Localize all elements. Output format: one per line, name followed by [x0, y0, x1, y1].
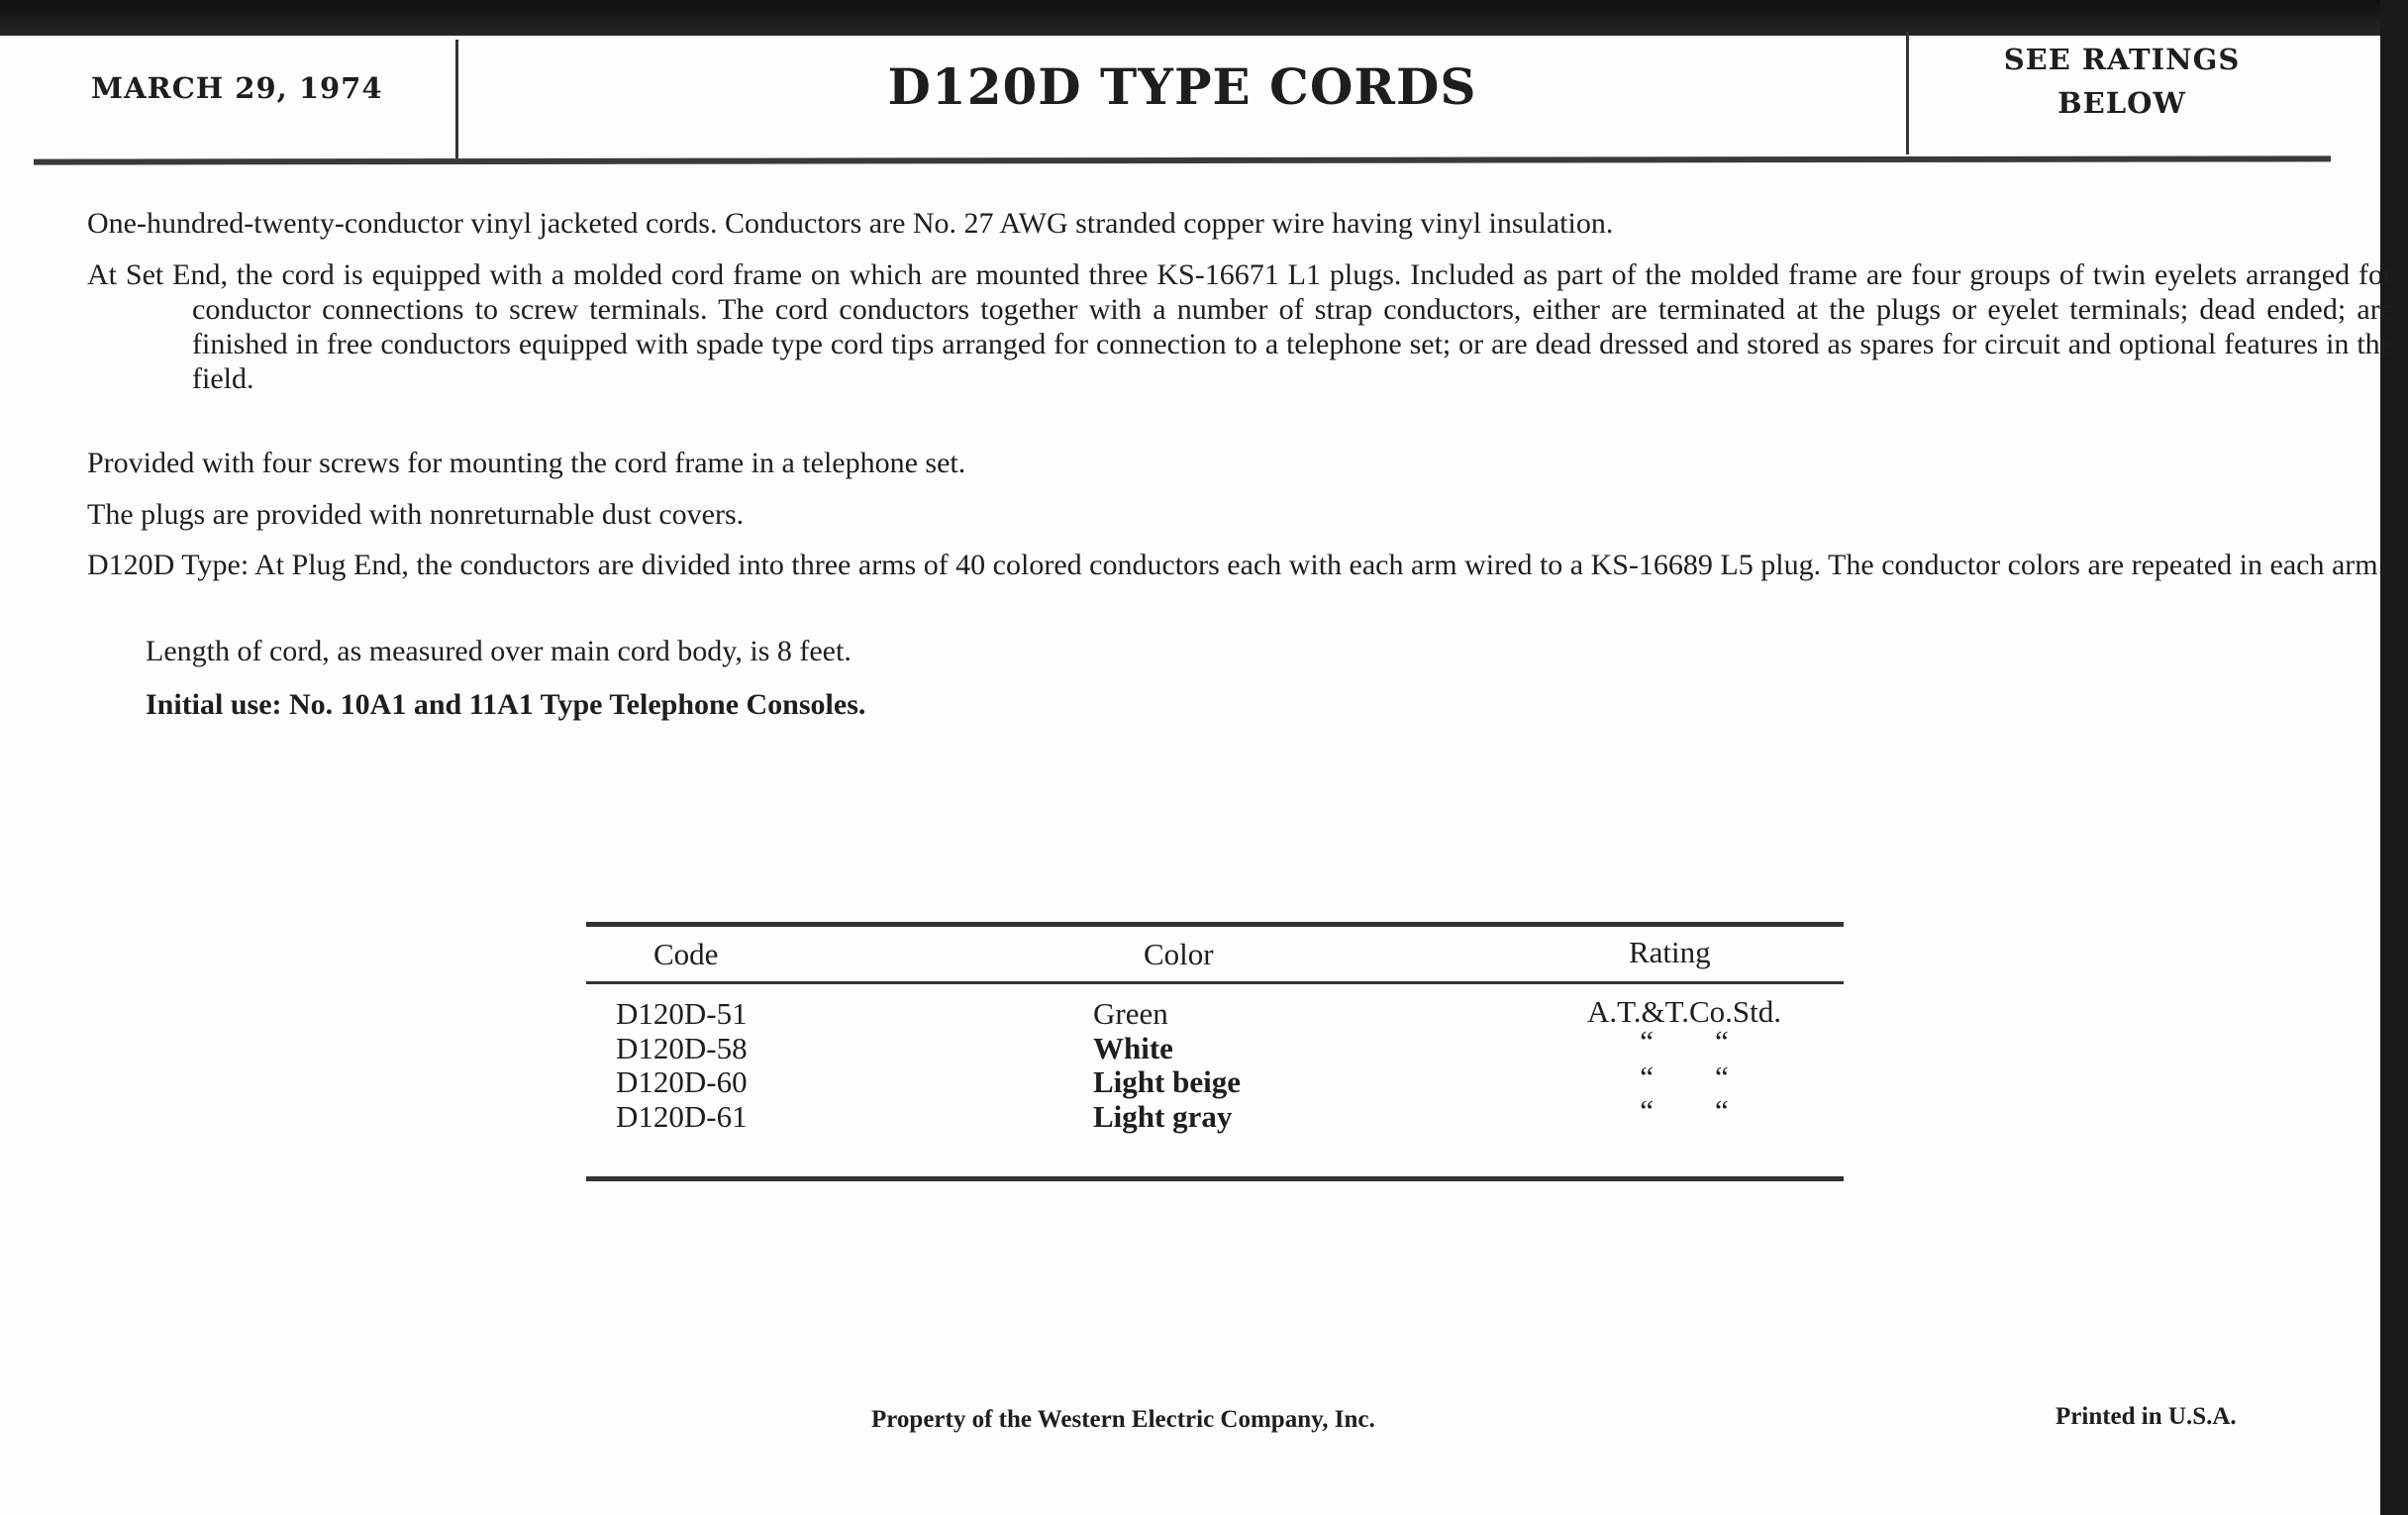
paragraph-plug-end: D120D Type: At Plug End, the conductors are divided into three arms of 40 colored conductors each with each arm wired to a KS-16689 L5 plug. The conductor colors are repeated in each arm.: [87, 549, 2386, 581]
paragraph-dust-covers: The plugs are provided with nonreturnable dust covers.: [87, 498, 745, 531]
issue-date: MARCH 29, 1974: [91, 71, 383, 105]
table-bottom-rule: [586, 1176, 1844, 1181]
rating-cell: “ “: [1640, 1060, 1729, 1094]
color-cell: Light gray: [1093, 1099, 1233, 1134]
column-header-color: Color: [1144, 937, 1214, 971]
paragraph-set-end: At Set End, the cord is equipped with a molded cord frame on which are mounted three KS-16671 L1 plugs. Included as part of the molded frame are four groups of twin eyelets arranged for conductor connections to screw terminals. The cord conductors together with a number of strap conductors, either are terminated at the plugs or eyelet terminals; dead ended; are finished in free conductors equipped with spade type cord tips arranged for connection to a telephone set; or are dead dressed and stored as spares for circuit and optional features in the field.: [87, 258, 2393, 395]
color-cell: White: [1093, 1031, 1173, 1065]
code-cell: D120D-60: [616, 1064, 748, 1099]
property-notice: Property of the Western Electric Company, Inc.: [871, 1406, 1375, 1433]
column-header-rating: Rating: [1629, 935, 1711, 969]
rating-note-line: BELOW: [2057, 86, 2186, 120]
paragraph-initial-use: Initial use: No. 10A1 and 11A1 Type Telephone Consoles.: [146, 688, 866, 721]
table-top-rule: [586, 922, 1844, 927]
rating-note-line: SEE RATINGS: [2003, 43, 2241, 76]
code-cell: D120D-61: [616, 1099, 748, 1134]
rating-cell: A.T.&T.Co.Std.: [1586, 994, 1782, 1029]
header-rule: [34, 155, 2331, 164]
code-cell: D120D-51: [616, 996, 748, 1031]
rating-cell: “ “: [1640, 1024, 1729, 1059]
paragraph-description: One-hundred-twenty-conductor vinyl jacketed cords. Conductors are No. 27 AWG stranded copper wire having vinyl insulation.: [87, 207, 1614, 240]
paragraph-screws: Provided with four screws for mounting the cord frame in a telephone set.: [87, 447, 966, 479]
scan-border-top: [0, 0, 2408, 36]
paragraph-length: Length of cord, as measured over main cord body, is 8 feet.: [146, 635, 852, 667]
rating-note: [1911, 38, 2333, 125]
scan-border-right: [2380, 0, 2408, 1515]
table-header-rule: [586, 981, 1844, 984]
header-divider: [1906, 32, 1909, 154]
column-header-code: Code: [653, 937, 719, 971]
page-title: D120D TYPE CORDS: [887, 57, 1477, 116]
color-cell: Green: [1093, 996, 1168, 1031]
printed-notice: Printed in U.S.A.: [2056, 1403, 2237, 1430]
rating-cell: “ “: [1640, 1093, 1729, 1128]
code-cell: D120D-58: [616, 1031, 748, 1065]
color-cell: Light beige: [1093, 1064, 1241, 1099]
